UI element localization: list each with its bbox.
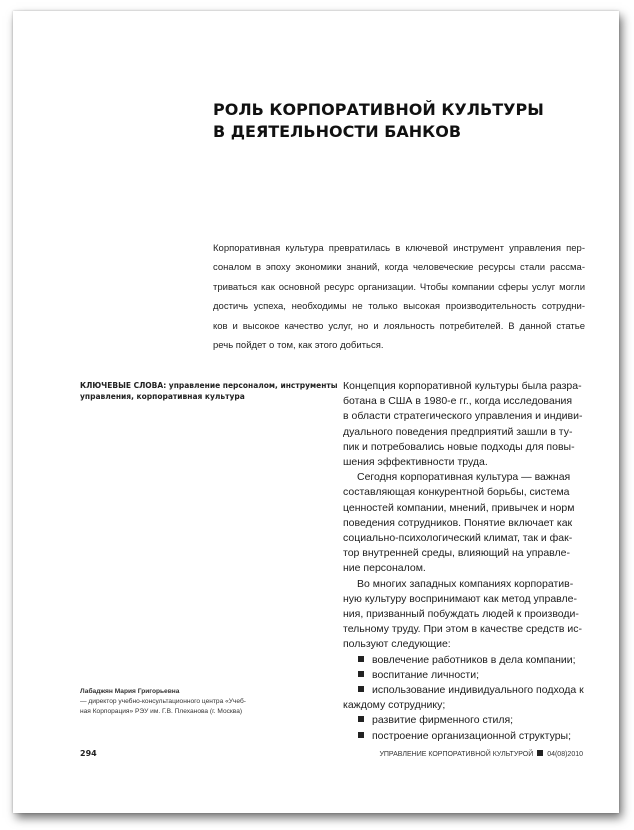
bullet-item [343, 653, 583, 668]
author-name: Лабаджян Мария Григорьевна [80, 688, 180, 695]
body-line: ния, призванный побуждать людей к производи- [343, 608, 579, 621]
lead-line: достичь успеха, необходимы не только высокая производительность сотрудни- [213, 301, 585, 313]
lead-line: Корпоративная культура превратилась в ключевой инструмент управления пер- [213, 243, 585, 254]
running-footer [379, 750, 583, 758]
article-title-line: В ДЕЯТЕЛЬНОСТИ БАНКОВ [213, 122, 462, 141]
keywords-line: КЛЮЧЕВЫЕ СЛОВА: управление персоналом, инструменты [80, 381, 338, 390]
body-line: ние персоналом. [343, 562, 426, 575]
body-line: тельному труду. При этом в качестве средств ис- [343, 623, 582, 636]
bullet-text: использование индивидуального подхода к [372, 684, 584, 697]
article-lead [213, 239, 585, 355]
body-line: социально-психологический климат, так и фак- [343, 532, 573, 545]
bullet-text: построение организационной структуры; [372, 729, 572, 742]
author-line [80, 687, 330, 707]
issue-number: 04(08)2010 [547, 751, 583, 758]
lead-line: соналом в эпоху экономики знаний, когда человеческие ресурсы стали рассма- [213, 262, 585, 274]
body-line: ценностей компании, мнений, привычек и норм [343, 501, 575, 514]
journal-page [13, 11, 619, 813]
lead-line: ков и высокое качество услуг, но и лояльность потребителей. В данной статье [213, 320, 585, 332]
square-separator-icon [537, 750, 543, 756]
lead-line: речь пойдет о том, как этого добиться. [213, 340, 384, 352]
body-line: Сегодня корпоративная культура — важная [357, 471, 571, 484]
bullet-text: вовлечение работников в дела компании; [372, 653, 576, 666]
body-line: пользуют следующие: [343, 638, 451, 651]
bullet-square-icon [358, 671, 364, 677]
author-role: — директор учебно-консультационного центра «Учеб- [80, 698, 246, 705]
author-info [80, 687, 330, 717]
bullet-text: воспитание личности; [372, 668, 479, 681]
body-line: ную культуру воспринимают как метод управле- [343, 592, 577, 605]
body-line: ботана в США в 1980-е гг., когда исследования [343, 395, 573, 408]
body-line: в области стратегического управления и индиви- [343, 410, 583, 423]
body-line: тор внутренней среды, влияющий на управле- [343, 547, 570, 560]
lead-line: триваться как основной ресурс организации. Чтобы компании сферы услуг могли [213, 281, 585, 293]
bullet-text: развитие фирменного стиля; [372, 714, 514, 727]
bullet-item [343, 668, 583, 683]
bullet-item [343, 713, 583, 728]
body-line: пик и потребовались новые подходы для повы- [343, 440, 575, 453]
body-column [343, 379, 583, 744]
article-title [213, 99, 593, 143]
body-line: Концепция корпоративной культуры была разра- [343, 380, 582, 392]
body-line: шения эффективности труда. [343, 456, 488, 469]
author-line: ная Корпорация» РЭУ им. Г.В. Плеханова (г. Москва) [80, 708, 243, 715]
keywords-line: управления, корпоративная культура [80, 392, 245, 401]
journal-name: УПРАВЛЕНИЕ КОРПОРАТИВНОЙ КУЛЬТУРОЙ [379, 751, 534, 758]
body-line: составляющая конкурентной борьбы, система [343, 486, 570, 499]
body-line: дуального поведения предприятий зашли в ту- [343, 425, 573, 438]
bullet-continuation: каждому сотруднику; [343, 699, 446, 712]
body-line: Во многих западных компаниях корпоратив- [357, 577, 574, 590]
bullet-square-icon [358, 686, 364, 692]
bullet-square-icon [358, 716, 364, 722]
body-line: поведения сотрудников. Понятие включает как [343, 516, 573, 529]
page-number: 294 [80, 749, 97, 758]
bullet-square-icon [358, 732, 364, 738]
bullet-item [343, 683, 583, 698]
bullet-square-icon [358, 656, 364, 662]
article-title-line: РОЛЬ КОРПОРАТИВНОЙ КУЛЬТУРЫ [213, 100, 544, 119]
bullet-item [343, 729, 583, 744]
keywords [80, 380, 338, 402]
